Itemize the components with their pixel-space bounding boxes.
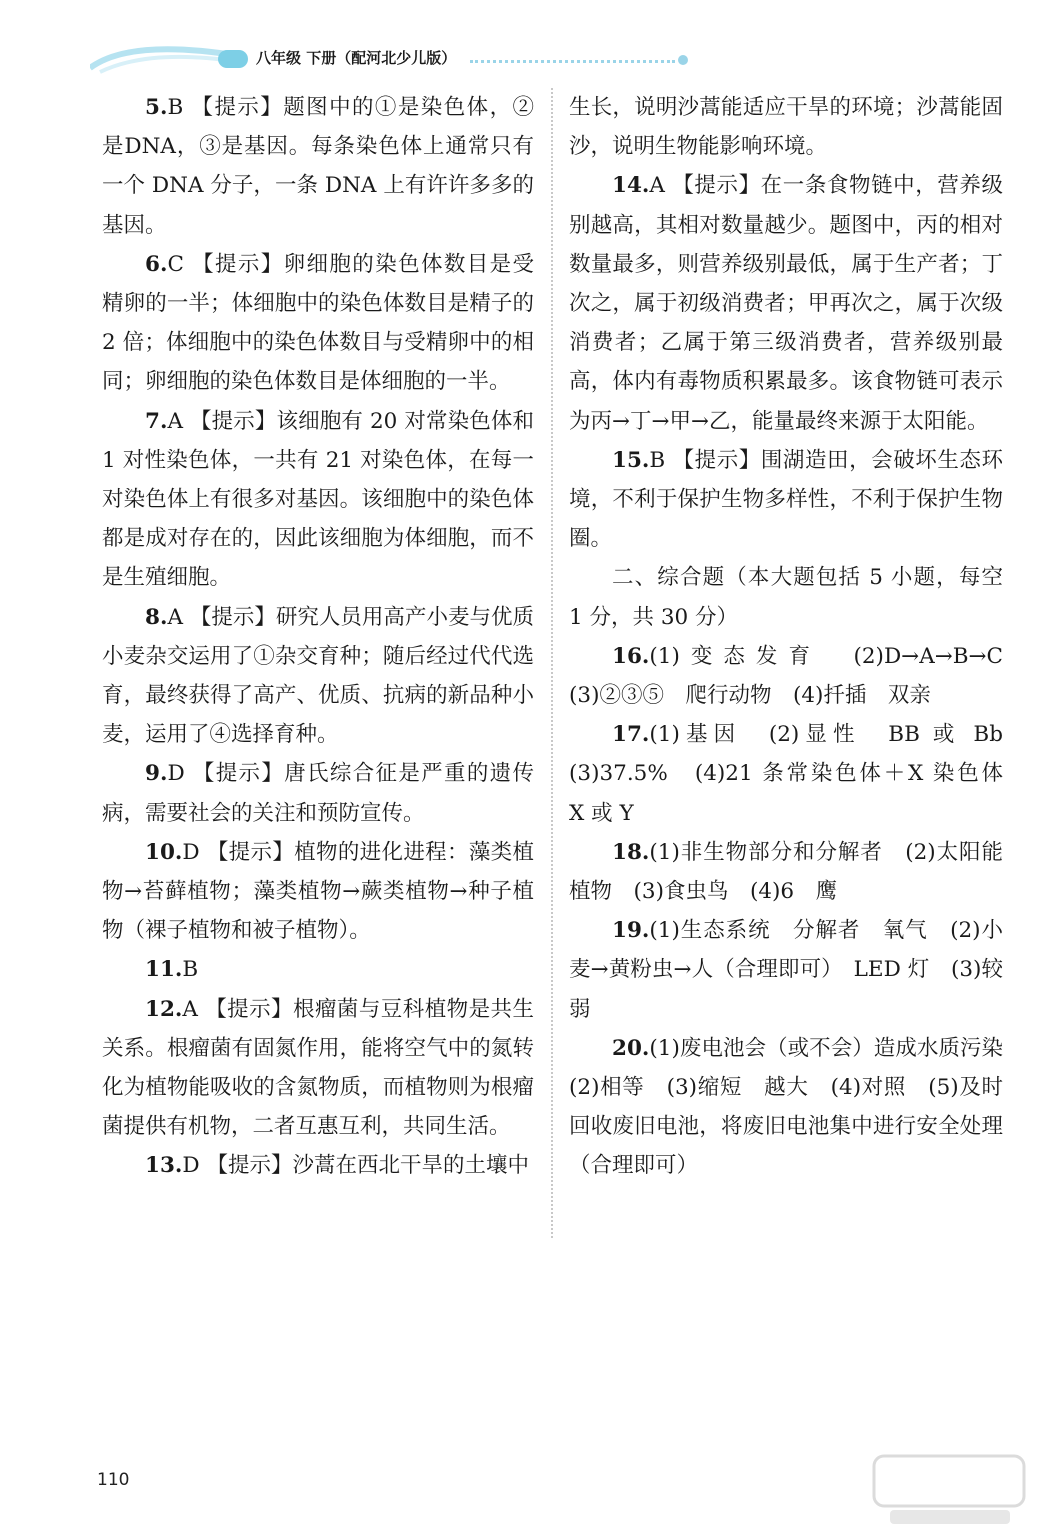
question-number: 15. (612, 447, 650, 473)
answer-item (102, 402, 534, 598)
answer-item (102, 1146, 534, 1185)
answer-text: 生长，说明沙蒿能适应干旱的环境；沙蒿能固沙，说明生物能影响环境。 (569, 95, 1003, 160)
answer-text: D 【提示】植物的进化进程：藻类植物→苔藓植物；藻类植物→蕨类植物→种子植物（裸子植物和被子植物）。 (102, 839, 534, 944)
question-number: 8. (145, 604, 168, 630)
question-number: 13. (145, 1153, 183, 1179)
question-number: 6. (145, 251, 168, 277)
question-number: 11. (145, 957, 183, 983)
answer-item (569, 715, 1025, 833)
answer-text: B (182, 957, 199, 983)
answer-item (569, 911, 1003, 1029)
answer-item (102, 833, 534, 951)
answer-item (569, 558, 1003, 636)
question-number: 17. (612, 722, 650, 748)
answer-item (569, 88, 1003, 166)
answer-text: A 【提示】该细胞有 20 对常染色体和 1 对性染色体，一共有 21 对染色体，在每一对染色体上有很多对基因。该细胞中的染色体都是成对存在的，因此该细胞为体细胞，而不是生殖细胞。 (102, 408, 534, 591)
answer-text: C 【提示】卵细胞的染色体数目是受精卵的一半；体细胞中的染色体数目是精子的 2 倍；体细胞中的染色体数目与受精卵中的相同；卵细胞的染色体数目是体细胞的一半。 (102, 251, 534, 395)
question-number: 12. (145, 996, 183, 1022)
column-divider (551, 88, 553, 1238)
answer-text: (1)废电池会（或不会）造成水质污染 (2)相等 (3)缩短 越大 (4)对照 (5)及时回收废旧电池，将废旧电池集中进行安全处理（合理即可） (569, 1035, 1025, 1179)
answer-item (569, 833, 1025, 911)
answer-text: D 【提示】沙蒿在西北干旱的土壤中 (182, 1153, 529, 1179)
header-badge-icon (218, 50, 248, 68)
question-number: 5. (145, 95, 168, 120)
question-number: 10. (145, 839, 183, 865)
answer-text: D 【提示】唐氏综合征是严重的遗传病，需要社会的关注和预防宣传。 (102, 761, 534, 826)
answer-item (102, 598, 534, 755)
question-number: 7. (145, 408, 168, 434)
answer-item (569, 637, 1025, 715)
question-number: 20. (612, 1035, 650, 1061)
answer-item (102, 950, 534, 989)
answer-text: (1)变态发育 (2)D→A→B→C (3)②③⑤ 爬行动物 (4)扦插 双亲 (569, 643, 1025, 709)
answer-text: A 【提示】研究人员用高产小麦与优质小麦杂交运用了①杂交育种；随后经过代代选育，最终获得了高产、优质、抗病的新品种小麦，运用了④选择育种。 (102, 604, 534, 748)
question-number: 19. (612, 918, 650, 944)
answer-text: B 【提示】题图中的①是染色体，②是DNA，③是基因。每条染色体上通常只有一个 DNA 分子，一条 DNA 上有许许多多的基因。 (102, 95, 534, 238)
question-number: 18. (612, 839, 650, 865)
answer-item (102, 990, 534, 1147)
question-number: 14. (612, 173, 650, 199)
answer-text: (1)生态系统 分解者 氧气 (2)小麦→黄粉虫→人（合理即可） LED 灯 (3)较弱 (569, 918, 1003, 1022)
answer-text: (1)基因 (2)显性 BB 或 Bb (3)37.5% (4)21 条常染色体＋X 染色体 X 或 Y (569, 722, 1025, 826)
answer-item (102, 88, 534, 245)
answer-text: 二、综合题（本大题包括 5 小题，每空 1 分，共 30 分） (569, 565, 1003, 630)
answer-item (569, 1029, 1025, 1186)
left-column (102, 88, 534, 1186)
answer-text: A 【提示】在一条食物链中，营养级别越高，其相对数量越少。题图中，丙的相对数量最多，则营养级别最低，属于生产者；丁次之，属于初级消费者；甲再次之，属于次级消费者；乙属于第三级消费者，营养级别最高，体内有毒物质积累最多。该食物链可表示为丙→丁→甲→乙，能量最终来源于太阳能。 (569, 173, 1003, 434)
right-column (569, 88, 1025, 1186)
header-title: 八年级 下册（配河北少儿版） (256, 49, 457, 67)
answer-item (569, 441, 1003, 559)
question-number: 9. (145, 761, 168, 787)
answer-item (102, 754, 534, 832)
answer-item (102, 245, 534, 402)
page-number: 110 (97, 1470, 130, 1490)
question-number: 16. (612, 643, 650, 669)
answer-text: A 【提示】根瘤菌与豆科植物是共生关系。根瘤菌有固氮作用，能将空气中的氮转化为植物能吸收的含氮物质，而植物则为根瘤菌提供有机物，二者互惠互利，共同生活。 (102, 996, 534, 1140)
answer-text: B 【提示】围湖造田，会破坏生态环境，不利于保护生物多样性，不利于保护生物圈。 (569, 447, 1003, 552)
header-dot-icon (678, 55, 688, 65)
page-header (0, 0, 1046, 90)
watermark-logo-icon (870, 1450, 1030, 1530)
answer-text: (1)非生物部分和分解者 (2)太阳能 植物 (3)食虫鸟 (4)6 鹰 (569, 839, 1025, 905)
answer-item (569, 166, 1003, 440)
header-dotted-rule (470, 60, 675, 63)
